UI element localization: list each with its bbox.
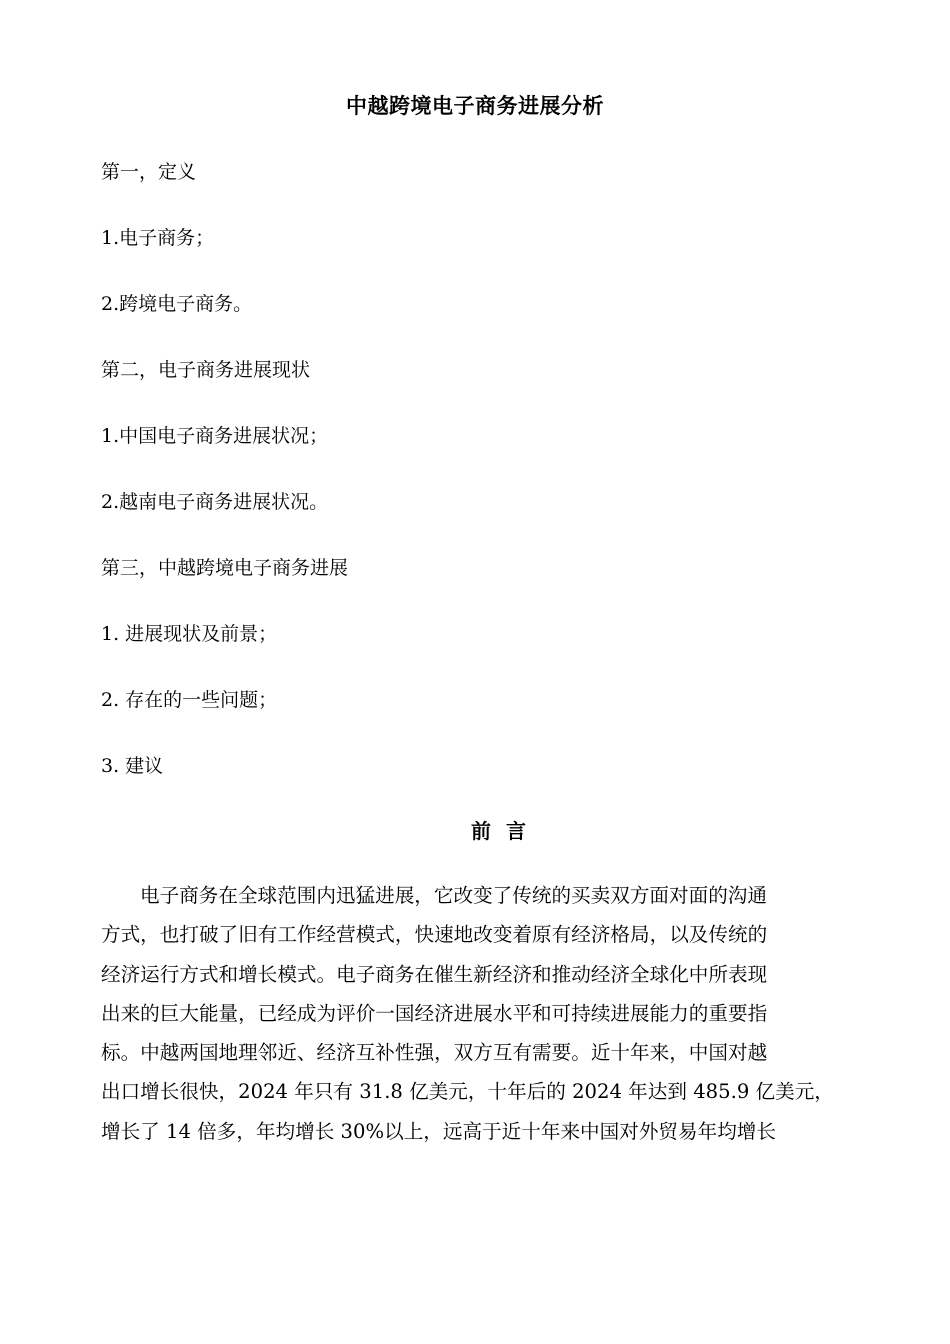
- outline-item: 1. 进展现状及前景；: [101, 623, 278, 645]
- outline-item: 第二，电子商务进展现状: [101, 359, 311, 381]
- document-title: 中越跨境电子商务进展分析: [346, 93, 604, 118]
- outline-item: 1.中国电子商务进展状况；: [101, 425, 329, 447]
- preface-line: 标。中越两国地理邻近、经济互补性强，双方互有需要。近十年来，中国对越: [101, 1041, 768, 1065]
- outline-list: [101, 155, 348, 815]
- preface-heading: 前 言: [471, 819, 526, 843]
- outline-item: 第一，定义: [101, 161, 197, 183]
- outline-item: 第三，中越跨境电子商务进展: [101, 557, 349, 579]
- outline-item: 2.跨境电子商务。: [101, 293, 253, 315]
- outline-item: 3. 建议: [101, 755, 164, 777]
- outline-item: 1.电子商务；: [101, 227, 215, 249]
- preface-line: 出来的巨大能量，已经成为评价一国经济进展水平和可持续进展能力的重要指: [101, 1001, 768, 1025]
- preface-line: 出口增长很快，2024 年只有 31.8 亿美元，十年后的 2024 年达到 485.9 亿美元，: [101, 1080, 834, 1104]
- preface-line: 电子商务在全球范围内迅猛进展，它改变了传统的买卖双方面对面的沟通: [140, 884, 767, 907]
- preface-paragraph: [101, 879, 871, 1154]
- outline-item: 2. 存在的一些问题；: [101, 689, 278, 711]
- preface-line: 方式，也打破了旧有工作经营模式，快速地改变着原有经济格局，以及传统的: [101, 923, 768, 947]
- preface-line: 增长了 14 倍多，年均增长 30%以上，远高于近十年来中国对外贸易年均增长: [101, 1119, 776, 1143]
- outline-item: 2.越南电子商务进展状况。: [101, 491, 329, 513]
- preface-line: 经济运行方式和增长模式。电子商务在催生新经济和推动经济全球化中所表现: [101, 962, 768, 986]
